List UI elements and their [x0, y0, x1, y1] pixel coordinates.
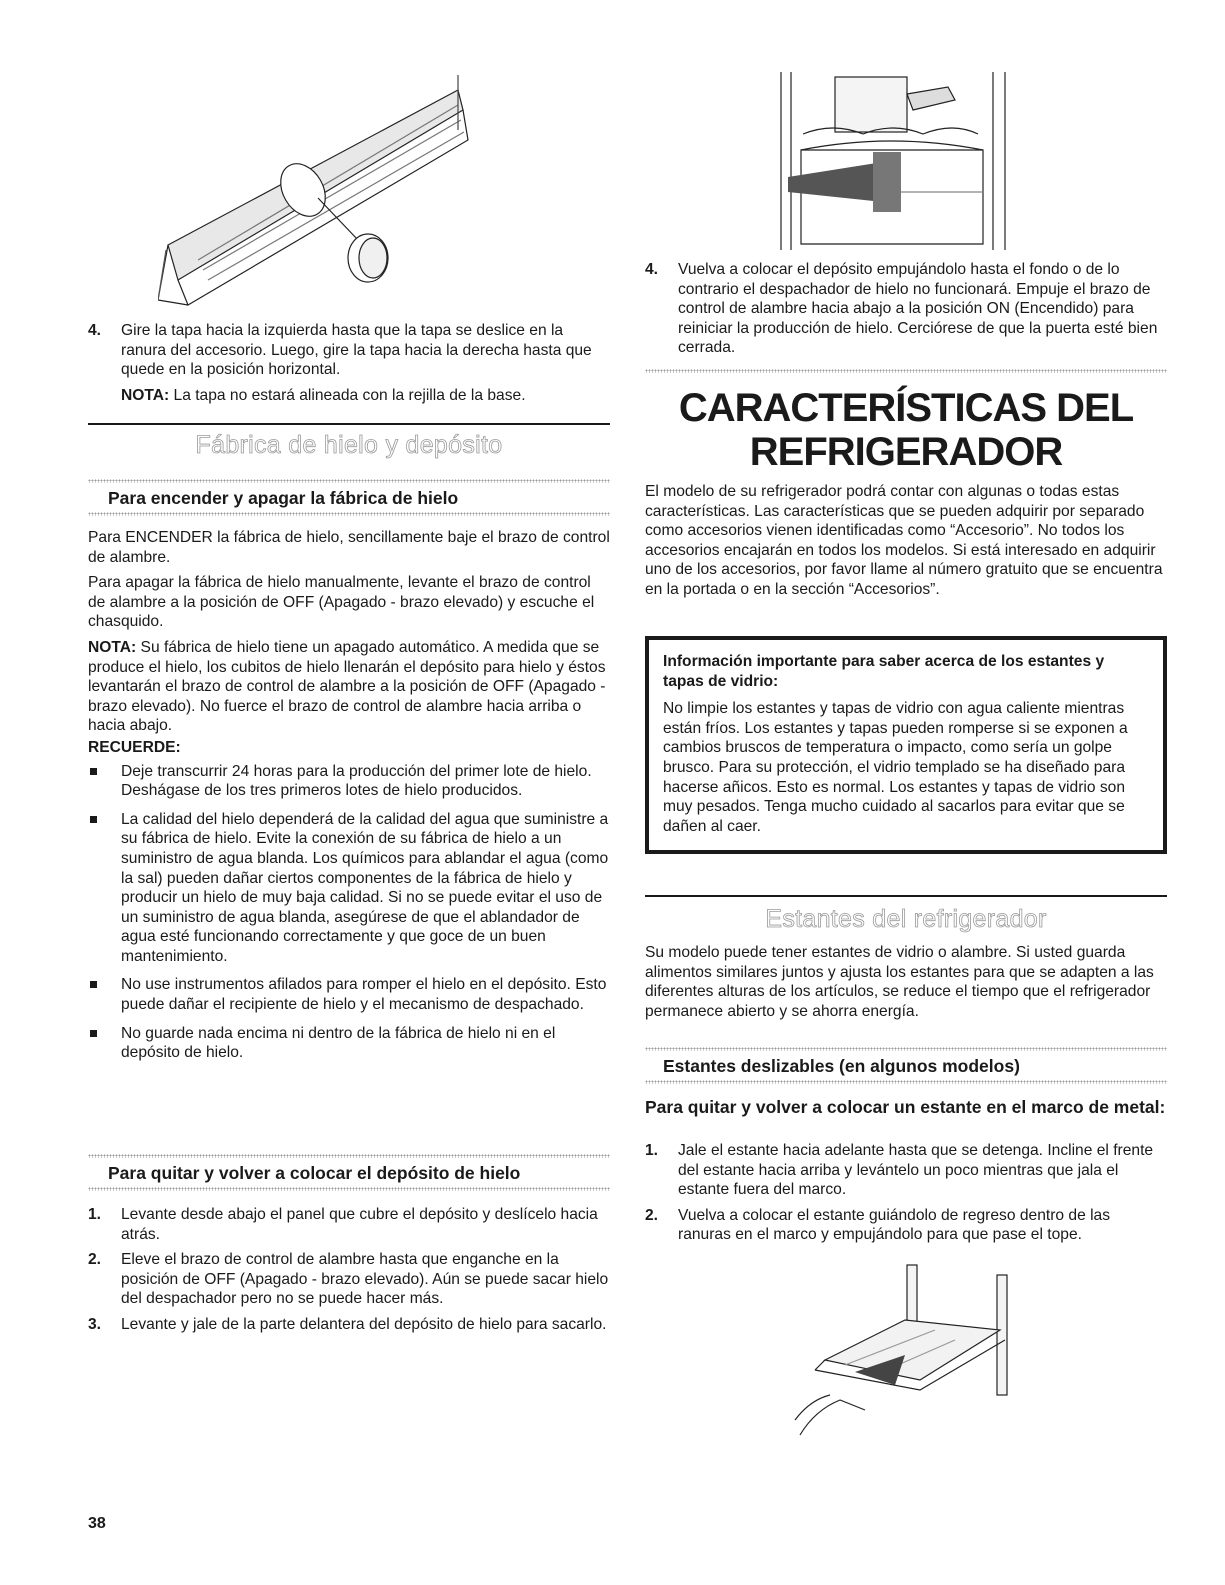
chapter-title-line-2: REFRIGERADOR [749, 430, 1063, 474]
important-info-text: No limpie los estantes y tapas de vidrio con agua caliente mientras están fríos. Los estantes y tapas pueden romperse si se exponen a cambios bruscos de temperatura o impacto, como sería un golpe brusco. Para su protección, el vidrio templado se ha diseñado para hacerse añicos. Esto es normal. Los estantes y tapas de vidrio son muy pesados. Tenga mucho cuidado al sacarlos para evitar que se dañen al caer. [663, 700, 1128, 835]
heading-ice-maker-on-off: Para encender y apagar la fábrica de hielo [108, 488, 459, 508]
bullet-square-icon [90, 816, 97, 823]
note-text: Su fábrica de hielo tiene un apagado automático. A medida que se produce el hielo, los cubitos de hielo llenarán el depósito para hielo y éstos levantarán el brazo de control de alambre a la posición de OFF (Apagado - brazo elevado). No fuerce el brazo de control de alambre hacia arriba o hacia abajo. [88, 638, 606, 735]
list-item [88, 762, 610, 801]
shelf-illustration [785, 1260, 1025, 1450]
dotted-divider [88, 1154, 610, 1158]
note [88, 638, 610, 736]
list-item [88, 1024, 610, 1063]
step-number: 3. [88, 1315, 102, 1333]
step-number: 1. [88, 1206, 102, 1223]
step-4 [88, 321, 610, 405]
step-3 [88, 1315, 610, 1335]
list-item-text: No guarde nada encima ni dentro de la fábrica de hielo ni en el depósito de hielo. [121, 1024, 556, 1062]
list-item [88, 810, 610, 967]
dotted-divider [88, 1187, 610, 1191]
bullet-square-icon [90, 768, 97, 775]
important-info-box [645, 636, 1167, 854]
dotted-divider [645, 369, 1167, 373]
section-title-shelves: Estantes del refrigerador [765, 905, 1047, 933]
paragraph: Para ENCENDER la fábrica de hielo, sencillamente baje el brazo de control de alambre. [88, 529, 610, 566]
rail-cap-illustration [158, 70, 488, 310]
step-1 [645, 1141, 1167, 1200]
list-item-text: La calidad del hielo dependerá de la calidad del agua que suministre a su fábrica de hielo. Evite la conexión de su fábrica de hielo a un suministro de agua blanda. Los químicos para ablandar el agua (como la sal) pueden dañar ciertos componentes de la fábrica de hielo y producir un hielo de muy baja calidad. Si no se puede evitar el uso de un suministro de agua blanda, asegúrese de que el ablandador de agua esté funcionando correctamente y que goce de un buen mantenimiento. [121, 810, 609, 965]
step-text: Gire la tapa hacia la izquierda hasta que la tapa se deslice en la ranura del accesorio. Luego, gire la tapa hacia la derecha hasta que quede en la posición horizontal. [121, 322, 592, 379]
list-item-text: No use instrumentos afilados para romper el hielo en el depósito. Esto puede dañar el recipiente de hielo y el mecanismo de despachado. [121, 976, 607, 1014]
step-number: 1. [645, 1142, 659, 1159]
heading-remove-ice-bin: Para quitar y volver a colocar el depósito de hielo [108, 1163, 521, 1183]
note-label: NOTA: [121, 386, 170, 404]
section-title-ice-maker: Fábrica de hielo y depósito [195, 431, 503, 459]
section-rule [88, 423, 610, 425]
note-text: La tapa no estará alineada con la rejilla de la base. [169, 386, 526, 404]
chapter-title-line-1: CARACTERÍSTICAS DEL [678, 386, 1134, 430]
chapter-title [645, 386, 1167, 474]
bullet-square-icon [90, 981, 97, 988]
intro-paragraph: El modelo de su refrigerador podrá contar con algunas o todas estas características. Las características que se pueden adquirir por separado como accesorios vienen identificadas como “Accesorio”. No todos los accesorios encajarán en todos los modelos. Si está interesado en adquirir uno de los accesorios, por favor llame al número gratuito que se encuentra en la portada o en la sección “Accesorios”. [645, 483, 1163, 598]
heading-metal-frame: Para quitar y volver a colocar un estante en el marco de metal: [645, 1097, 1166, 1117]
dotted-divider [88, 479, 610, 483]
important-info-heading: Información importante para saber acerca de los estantes y tapas de vidrio: [663, 653, 1105, 690]
heading-sliding-shelves: Estantes deslizables (en algunos modelos) [663, 1056, 1020, 1076]
bullet-square-icon [90, 1030, 97, 1037]
list-item [88, 975, 610, 1014]
remember-label: RECUERDE: [88, 738, 181, 756]
ice-bin-illustration [773, 72, 1013, 250]
note-label: NOTA: [88, 638, 137, 656]
step-number: 2. [645, 1206, 659, 1224]
step-number: 4. [645, 261, 659, 278]
dotted-divider [645, 1080, 1167, 1084]
page-number: 38 [88, 1515, 106, 1532]
step-2 [645, 1206, 1167, 1245]
step-text: Levante desde abajo el panel que cubre el depósito y deslícelo hacia atrás. [121, 1206, 598, 1243]
step-1 [88, 1205, 610, 1244]
dotted-divider [645, 1047, 1167, 1051]
step-text: Vuelva a colocar el estante guiándolo de regreso dentro de las ranuras en el marco y empujándolo para que pase el tope. [678, 1206, 1111, 1244]
step-4 [645, 260, 1167, 358]
step-text: Vuelva a colocar el depósito empujándolo hasta el fondo o de lo contrario el despachador de hielo no funcionará. Empuje el brazo de control de alambre hacia abajo a la posición ON (Encendido) para reiniciar la producción de hielo. Cerciórese de que la puerta esté bien cerrada. [678, 261, 1158, 357]
note [121, 386, 610, 406]
section-rule [645, 895, 1167, 897]
step-text: Jale el estante hacia adelante hasta que se detenga. Incline el frente del estante hacia arriba y levántelo un poco mientras que jala el estante fuera del marco. [678, 1142, 1154, 1199]
step-text: Levante y jale de la parte delantera del depósito de hielo para sacarlo. [121, 1315, 607, 1333]
list-item-text: Deje transcurrir 24 horas para la producción del primer lote de hielo. Deshágase de los tres primeros lotes de hielo producidos. [121, 762, 592, 800]
step-text: Eleve el brazo de control de alambre hasta que enganche en la posición de OFF (Apagado - brazo elevado). Aún se puede sacar hielo del despachador pero no se puede hacer más. [121, 1251, 609, 1308]
step-2 [88, 1250, 610, 1309]
shelves-paragraph: Su modelo puede tener estantes de vidrio o alambre. Si usted guarda alimentos similares juntos y ajusta los estantes para que se adapten a las diferentes alturas de los artículos, se reduce el tiempo que el refrigerador permanece abierto y se ahorra energía. [645, 944, 1154, 1020]
dotted-divider [88, 512, 610, 516]
paragraph: Para apagar la fábrica de hielo manualmente, levante el brazo de control de alambre a la posición de OFF (Apagado - brazo elevado) y escuche el chasquido. [88, 574, 595, 631]
step-number: 2. [88, 1251, 102, 1269]
step-number: 4. [88, 322, 102, 339]
